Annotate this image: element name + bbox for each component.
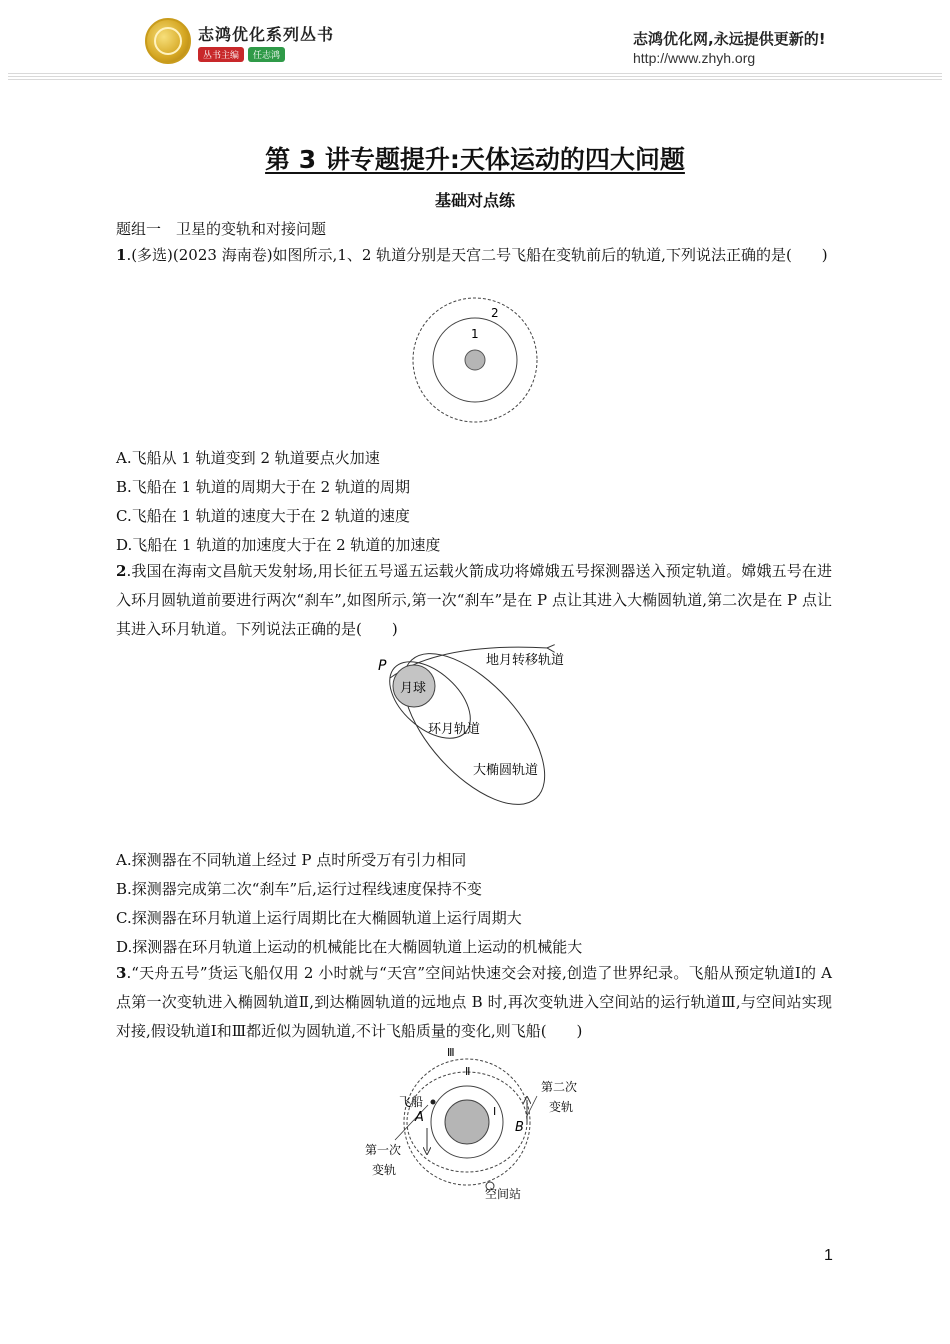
header-divider [8,79,942,80]
transfer-orbit-label: 地月转移轨道 [486,653,565,668]
editor-name: 任志鸿 [248,47,285,62]
option-c: C.飞船在 1 轨道的速度大于在 2 轨道的速度 [116,507,410,525]
earth-icon [465,350,485,370]
orbit-2-label: Ⅱ [465,1065,471,1078]
page-number: 1 [824,1247,833,1264]
option-d: D.飞船在 1 轨道的加速度大于在 2 轨道的加速度 [116,536,441,554]
option-a: A.探测器在不同轨道上经过 P 点时所受万有引力相同 [116,851,467,869]
pointer-line [527,1096,537,1116]
series-title: 志鸿优化系列丛书 [198,25,335,44]
header-url[interactable]: http://www.zhyh.org [633,50,756,66]
lunar-orbit-figure [370,640,585,810]
editor-label: 丛书主编 [198,47,244,62]
option-b: B.探测器完成第二次“刹车”后,运行过程线速度保持不变 [116,880,482,898]
option-a: A.飞船从 1 轨道变到 2 轨道要点火加速 [116,449,380,467]
header-divider [8,76,942,77]
option-c: C.探测器在环月轨道上运行周期比在大椭圆轨道上运行周期大 [116,909,522,927]
question-text: .“天舟五号”货运飞船仅用 2 小时就与“天宫”空间站快速交会对接,创造了世界纪录。飞船从预定轨道Ⅰ的 A 点第一次变轨进入椭圆轨道Ⅱ,到达椭圆轨道的远地点 B 时,再次变轨进入空间站的运行轨道Ⅲ,与空间站实现对接,假设轨道Ⅰ和Ⅲ都近似为圆轨道,不计飞船质量的变化,则飞船( ) [116,964,832,1040]
spacecraft-label: 飞船 [399,1095,424,1109]
option-b: B.飞船在 1 轨道的周期大于在 2 轨道的周期 [116,478,410,496]
earth-icon [445,1100,489,1144]
header-slogan: 志鸿优化网,永远提供更新的! [633,30,826,48]
circular-orbit-label: 环月轨道 [428,722,481,737]
section-title: 基础对点练 [434,191,515,210]
docking-orbit-figure [355,1040,600,1205]
option-d: D.探测器在环月轨道上运动的机械能比在大椭圆轨道上运动的机械能大 [116,938,583,956]
orbit-figure-1 [405,293,545,428]
first-change-label: 变轨 [372,1163,397,1177]
second-change-label: 第二次 [541,1080,578,1094]
question-2 [116,557,832,644]
page-title: 第 3 讲专题提升:天体运动的四大问题 [265,145,685,174]
spacecraft-icon [431,1100,436,1105]
orbit-3-label: Ⅲ [447,1046,455,1059]
question-number: 2 [116,562,127,580]
orbit-1-label: Ⅰ [493,1105,497,1118]
point-b-label: B [515,1120,524,1135]
question-number: 3 [116,964,127,982]
point-a-label: A [415,1110,424,1125]
group-title: 题组一 卫星的变轨和对接问题 [116,220,327,238]
question-1 [116,241,832,270]
orbit-2-label: 2 [491,306,499,320]
point-p-label: P [378,658,387,674]
second-change-label: 变轨 [549,1100,574,1114]
question-number: 1 [116,246,127,264]
space-station-label: 空间站 [485,1187,522,1201]
header-divider [8,73,942,74]
question-text: .(多选)(2023 海南卷)如图所示,1、2 轨道分别是天宫二号飞船在变轨前后的轨道,下列说法正确的是( ) [126,246,828,264]
first-change-label: 第一次 [365,1143,402,1157]
series-logo-icon [145,18,191,64]
moon-label: 月球 [400,681,427,696]
question-text: .我国在海南文昌航天发射场,用长征五号遥五运载火箭成功将嫦娥五号探测器送入预定轨道。嫦娥五号在进入环月圆轨道前要进行两次“刹车”,如图所示,第一次“刹车”是在 P 点让其进入大椭圆轨道,第二次是在 P 点让其进入环月轨道。下列说法正确的是( ) [116,562,832,638]
page-header [0,0,950,100]
orbit-1-label: 1 [471,327,479,341]
editor-row [198,47,285,62]
ellipse-orbit-label: 大椭圆轨道 [473,763,539,778]
question-3 [116,959,832,1046]
